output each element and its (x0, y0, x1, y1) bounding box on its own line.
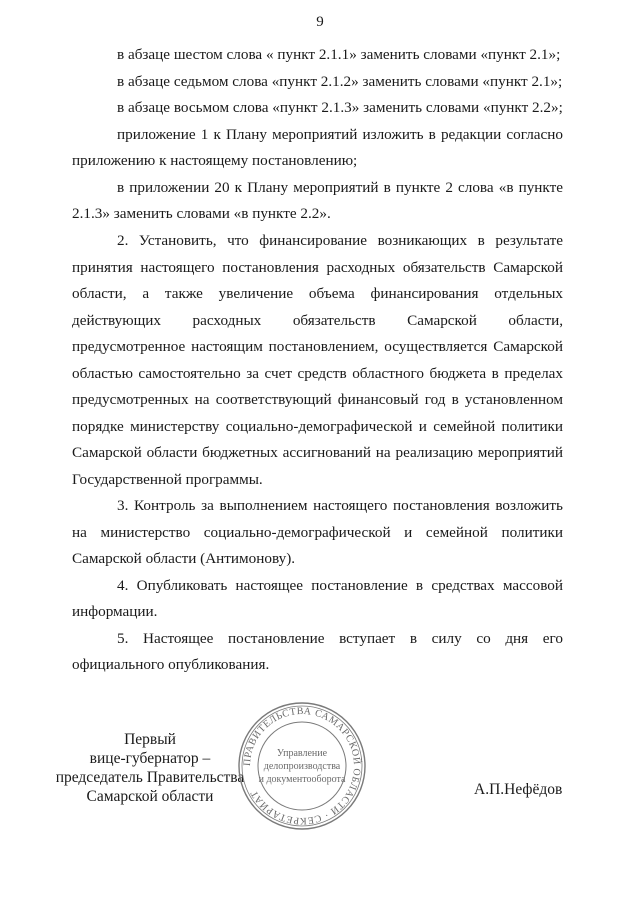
paragraph-line: 4. Опубликовать настоящее постановление в средствах массовой (117, 577, 563, 594)
paragraph-line: в абзаце седьмом слова «пункт 2.1.2» заменить словами «пункт 2.1»; (117, 73, 563, 90)
official-stamp (236, 700, 368, 832)
stamp-center-text: и документооборота (258, 774, 346, 785)
stamp-center-text: Управление (276, 748, 328, 759)
signatory-title-line: Первый (124, 731, 176, 748)
paragraph-line: информации. (72, 603, 158, 620)
paragraph-line: 2. Установить, что финансирование возникающих в результате (117, 232, 563, 249)
paragraph-line: в абзаце шестом слова « пункт 2.1.1» заменить словами «пункт 2.1»; (117, 46, 561, 63)
paragraph-line: Самарской области бюджетных ассигнований на реализацию мероприятий (72, 444, 563, 461)
signatory-title-line: председатель Правительства (55, 769, 245, 786)
paragraph-line: на министерство социально-демографической и семейной политики (72, 524, 563, 541)
signatory-title-line: вице-губернатор – (89, 750, 211, 767)
paragraph-line: действующих расходных обязательств Самарской области, (72, 312, 563, 329)
paragraph-line: в приложении 20 к Плану мероприятий в пункте 2 слова «в пункте (117, 179, 563, 196)
paragraph-line: 2.1.3» заменить словами «в пункте 2.2». (72, 205, 331, 222)
signatory-title-line: Самарской области (86, 788, 214, 805)
paragraph-line: предусмотренных на соответствующий финансовый год в установленном (72, 391, 563, 408)
paragraph-line: приложение 1 к Плану мероприятий изложить в редакции согласно (117, 126, 563, 143)
paragraph-line: 5. Настоящее постановление вступает в силу со дня его (117, 630, 563, 647)
paragraph-line: Государственной программы. (72, 471, 263, 488)
paragraph-line: порядке министерству социально-демографической и семейной политики (72, 418, 563, 435)
paragraph-line: принятия настоящего постановления расходных обязательств Самарской (72, 259, 563, 276)
stamp-center-text: делопроизводства (263, 761, 341, 772)
paragraph-line: официального опубликования. (72, 656, 270, 673)
paragraph-line: предусмотренное настоящим постановлением, осуществляется Самарской (72, 338, 563, 355)
signatory-title (40, 730, 260, 806)
signatory-name: А.П.Нефёдов (474, 781, 563, 798)
stamp-ring-text: ПРАВИТЕЛЬСТВА САМАРСКОЙ ОБЛАСТИ · СЕКРЕТАРИАТ (241, 705, 363, 827)
paragraph-line: в абзаце восьмом слова «пункт 2.1.3» заменить словами «пункт 2.2»; (117, 99, 563, 116)
paragraph-line: областью самостоятельно за счет средств областного бюджета в пределах (72, 365, 563, 382)
paragraph-line: области, а также увеличение объема финансирования отдельных (72, 285, 563, 302)
paragraph-line: 3. Контроль за выполнением настоящего постановления возложить (117, 497, 563, 514)
paragraph-line: Самарской области (Антимонову). (72, 550, 296, 567)
page-number: 9 (316, 14, 324, 30)
paragraph-line: приложению к настоящему постановлению; (72, 152, 358, 169)
